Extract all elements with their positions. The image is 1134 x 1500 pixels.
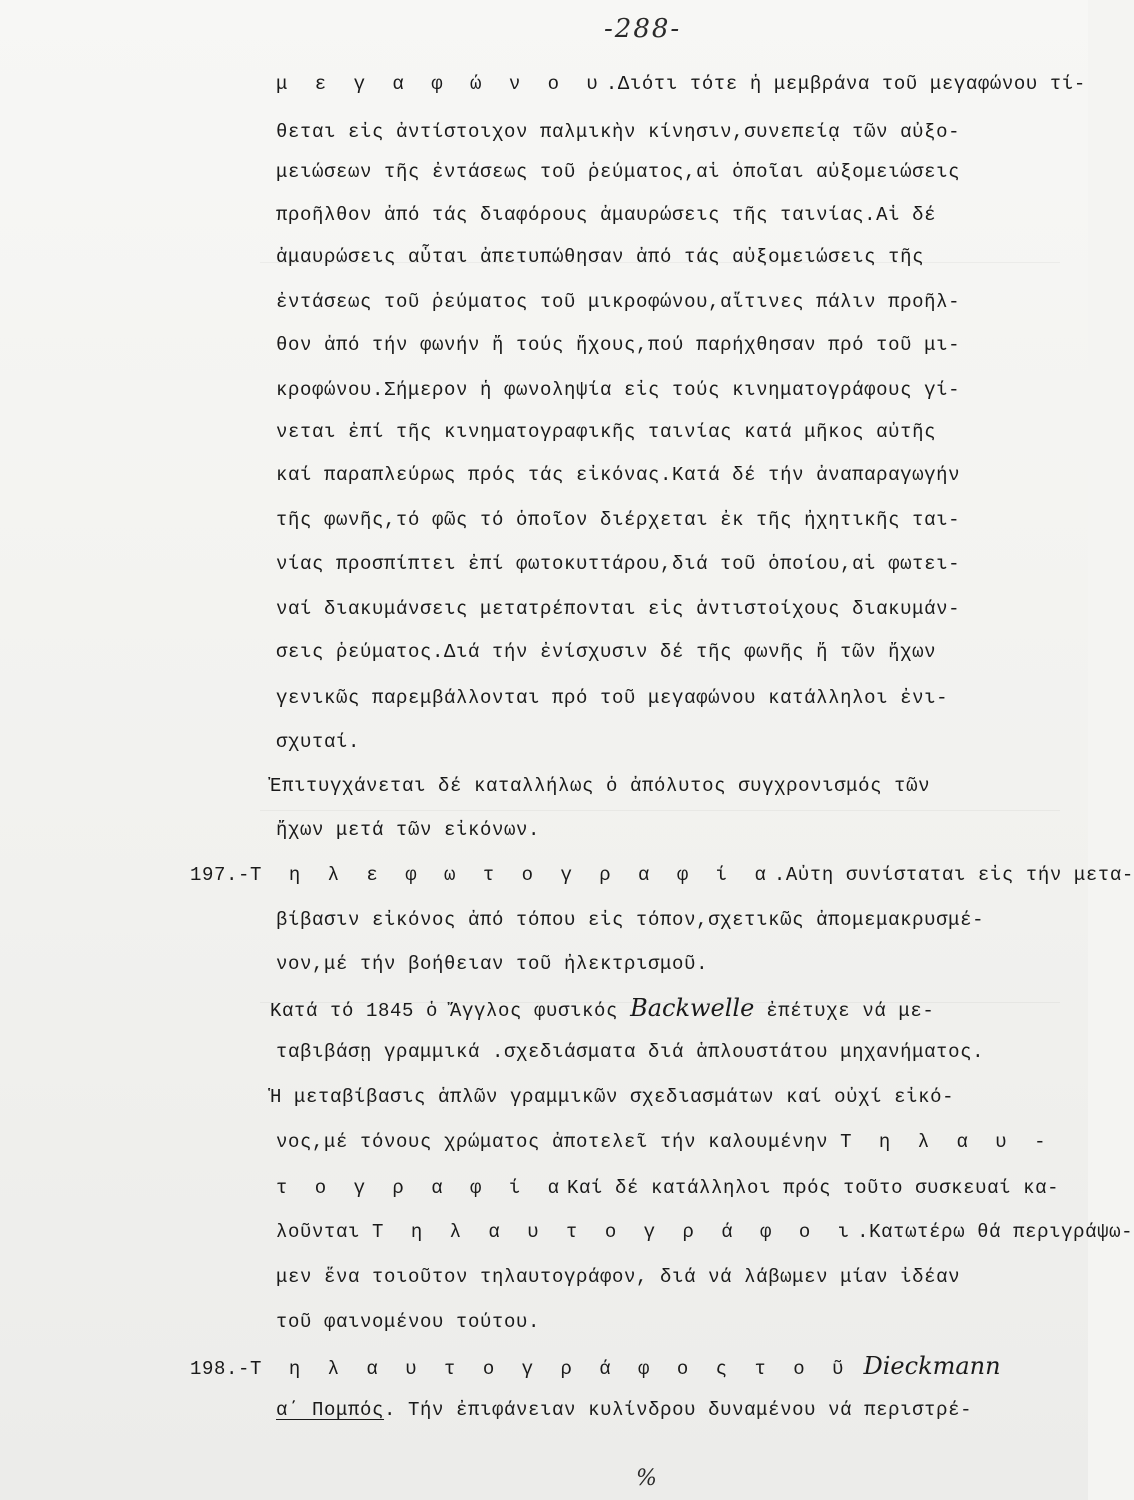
handwritten-name: Dieckmann xyxy=(863,1352,1001,1380)
text-line: ἐντάσεως τοῦ ῥεύματος τοῦ μικροφώνου,αἵτινες πάλιν προῆλ- xyxy=(276,291,961,313)
text-line: ἀμαυρώσεις αὗται ἀπετυπώθησαν ἀπό τάς αὐξομειώσεις τῆς xyxy=(276,246,925,268)
spaced-term: μ ε γ α φ ώ ν ο υ xyxy=(276,73,606,95)
text-segment: . Τήν ἐπιφάνειαν κυλίνδρου δυναμένου νά περιστρέ- xyxy=(384,1399,973,1421)
text-line: καί παραπλεύρως πρός τάς εἰκόνας.Κατά δέ τήν ἀναπαραγωγήν xyxy=(276,464,961,486)
text-line: γενικῶς παρεμβάλλονται πρό τοῦ μεγαφώνου κατάλληλοι ἐνι- xyxy=(276,687,949,709)
text-line xyxy=(270,996,934,1023)
section-heading-197 xyxy=(190,863,1134,887)
page-continuation-mark: % xyxy=(636,1466,657,1491)
text-line: σχυταί. xyxy=(276,731,361,753)
text-line: νίας προσπίπτει ἐπί φωτοκυττάρου,διά τοῦ ὁποίου,αἱ φωτει- xyxy=(276,553,961,575)
section-number: 198.- xyxy=(190,1358,251,1380)
text-segment: .Διότι τότε ἡ μεμβράνα τοῦ μεγαφώνου τί- xyxy=(605,73,1086,95)
text-line xyxy=(276,1176,1059,1200)
text-line: κροφώνου.Σήμερον ἡ φωνοληψία εἰς τούς κινηματογράφους γί- xyxy=(276,379,961,401)
text-line: βίβασιν εἰκόνος ἀπό τόπου εἰς τόπον,σχετικῶς ἀπομεμακρυσμέ- xyxy=(276,909,985,931)
text-line xyxy=(276,1398,972,1422)
text-line: μεν ἕνα τοιοῦτον τηλαυτογράφον, διά νά λάβωμεν μίαν ἰδέαν xyxy=(276,1266,961,1288)
section-number: 197.- xyxy=(190,864,251,886)
text-line: Ἐπιτυγχάνεται δέ καταλλήλως ὁ ἀπόλυτος συγχρονισμός τῶν xyxy=(270,775,931,797)
text-line: Ἡ μεταβίβασις ἁπλῶν γραμμικῶν σχεδιασμάτων καί οὐχί εἰκό- xyxy=(270,1086,955,1108)
bleed-through-line xyxy=(260,810,1060,811)
text-line: θεται εἰς ἀντίστοιχον παλμικὴν κίνησιν,συνεπείᾳ τῶν αὐξο- xyxy=(276,121,961,143)
text-line: ἤχων μετά τῶν εἰκόνων. xyxy=(276,819,541,841)
text-segment: .Αὐτη συνίσταται εἰς τήν μετα- xyxy=(773,864,1134,886)
text-line: μειώσεων τῆς ἐντάσεως τοῦ ῥεύματος,αἱ ὁποῖαι αὐξομειώσεις xyxy=(276,161,961,183)
text-segment: λοῦνται xyxy=(276,1221,373,1243)
subheading-underlined: α΄ Πομπός xyxy=(276,1399,385,1421)
spaced-term: Τ η λ α υ - xyxy=(840,1131,1054,1153)
spaced-term: Τ η λ α υ τ ο γ ρ ά φ ο ι xyxy=(372,1221,858,1243)
spaced-term: Τ η λ ε φ ω τ ο γ ρ α φ ί α xyxy=(250,864,774,886)
text-line: προῆλθον ἀπό τάς διαφόρους ἀμαυρώσεις τῆς ταινίας.Αἱ δέ xyxy=(276,204,937,226)
spaced-term: τ ο γ ρ α φ ί α xyxy=(276,1177,568,1199)
text-line: ταβιβάσῃ γραμμικά .σχεδιάσματα διά ἁπλουστάτου μηχανήματος. xyxy=(276,1041,985,1063)
spaced-term: Τ η λ α υ τ ο γ ρ ά φ ο ς τ ο ῦ xyxy=(250,1358,852,1380)
text-segment: .Κατωτέρω θά περιγράψω- xyxy=(857,1221,1134,1243)
text-line: νον,μέ τήν βοήθειαν τοῦ ἠλεκτρισμοῦ. xyxy=(276,953,709,975)
page-number: -288- xyxy=(604,14,682,44)
text-line: σεις ῥεύματος.Διά τήν ἐνίσχυσιν δέ τῆς φωνῆς ἤ τῶν ἤχων xyxy=(276,641,937,663)
section-heading-198 xyxy=(190,1354,1001,1381)
text-line: θον ἀπό τήν φωνήν ἤ τούς ἤχους,πού παρήχθησαν πρό τοῦ μι- xyxy=(276,334,961,356)
text-segment: ἐπέτυχε νά με- xyxy=(754,1000,935,1022)
text-line xyxy=(276,72,1086,96)
text-line: τῆς φωνῆς,τό φῶς τό ὁποῖον διέρχεται ἐκ τῆς ἠχητικῆς ται- xyxy=(276,509,961,531)
text-line xyxy=(276,1220,1133,1244)
text-segment: Καί δέ κατάλληλοι πρός τοῦτο συσκευαί κα- xyxy=(567,1177,1060,1199)
text-segment: νος,μέ τόνους χρώματος ἀποτελεῖ τήν καλουμένην xyxy=(276,1131,841,1153)
handwritten-name: Backwelle xyxy=(630,994,755,1022)
text-line xyxy=(276,1130,1054,1154)
text-line: τοῦ φαινομένου τούτου. xyxy=(276,1311,541,1333)
text-segment: Κατά τό 1845 ὁ Ἄγγλος φυσικός xyxy=(270,1000,631,1022)
text-line: ναί διακυμάνσεις μετατρέπονται εἰς ἀντιστοίχους διακυμάν- xyxy=(276,598,961,620)
text-line: νεται ἐπί τῆς κινηματογραφικῆς ταινίας κατά μῆκος αὐτῆς xyxy=(276,421,937,443)
